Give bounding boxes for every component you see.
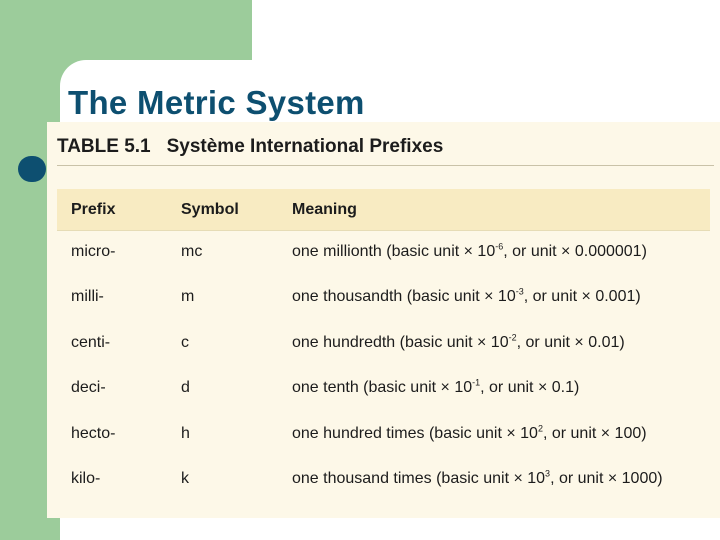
table-row	[57, 425, 710, 455]
prefix-cell: hecto-	[71, 425, 116, 442]
meaning-cell: one thousand times (basic unit × $10^3$, or unit × 1000)	[292, 468, 663, 487]
table-number: TABLE 5.1	[57, 136, 151, 157]
meaning-cell: one hundred times (basic unit × $10^2$, or unit × 100)	[292, 423, 647, 442]
caption-divider	[57, 165, 714, 166]
exponent: -1	[472, 377, 481, 388]
meaning-cell: one millionth (basic unit × $10^{-6}$, or unit × 0.000001)	[292, 241, 647, 260]
table-header-row	[57, 189, 710, 231]
symbol-cell: m	[181, 288, 195, 305]
table-row	[57, 470, 710, 500]
prefix-cell: kilo-	[71, 470, 101, 487]
symbol-cell: h	[181, 425, 190, 442]
exponent: -2	[508, 332, 517, 343]
table-row	[57, 334, 710, 364]
prefix-table	[47, 122, 720, 518]
prefix-cell: centi-	[71, 334, 111, 351]
prefix-cell: milli-	[71, 288, 104, 305]
header-symbol: Symbol	[181, 201, 239, 218]
exponent: -3	[515, 286, 524, 297]
symbol-cell: d	[181, 379, 190, 396]
bullet-dot-decoration	[18, 156, 46, 182]
table-row	[57, 243, 710, 273]
slide-title: The Metric System	[68, 84, 365, 121]
exponent: 3	[545, 468, 551, 479]
meaning-cell: one tenth (basic unit × $10^{-1}$, or unit × 0.1)	[292, 377, 580, 396]
symbol-cell: c	[181, 334, 189, 351]
exponent: -6	[495, 241, 504, 252]
symbol-cell: mc	[181, 243, 203, 260]
table-row	[57, 288, 710, 318]
table-caption-text: Système International Prefixes	[166, 136, 444, 157]
meaning-cell: one hundredth (basic unit × $10^{-2}$, or unit × 0.01)	[292, 332, 625, 351]
table-caption	[57, 136, 443, 162]
meaning-cell: one thousandth (basic unit × $10^{-3}$, or unit × 0.001)	[292, 286, 641, 305]
header-prefix: Prefix	[71, 201, 116, 218]
symbol-cell: k	[181, 470, 189, 487]
exponent: 2	[537, 423, 543, 434]
table-row	[57, 379, 710, 409]
header-meaning: Meaning	[292, 201, 357, 218]
prefix-cell: deci-	[71, 379, 106, 396]
prefix-cell: micro-	[71, 243, 116, 260]
